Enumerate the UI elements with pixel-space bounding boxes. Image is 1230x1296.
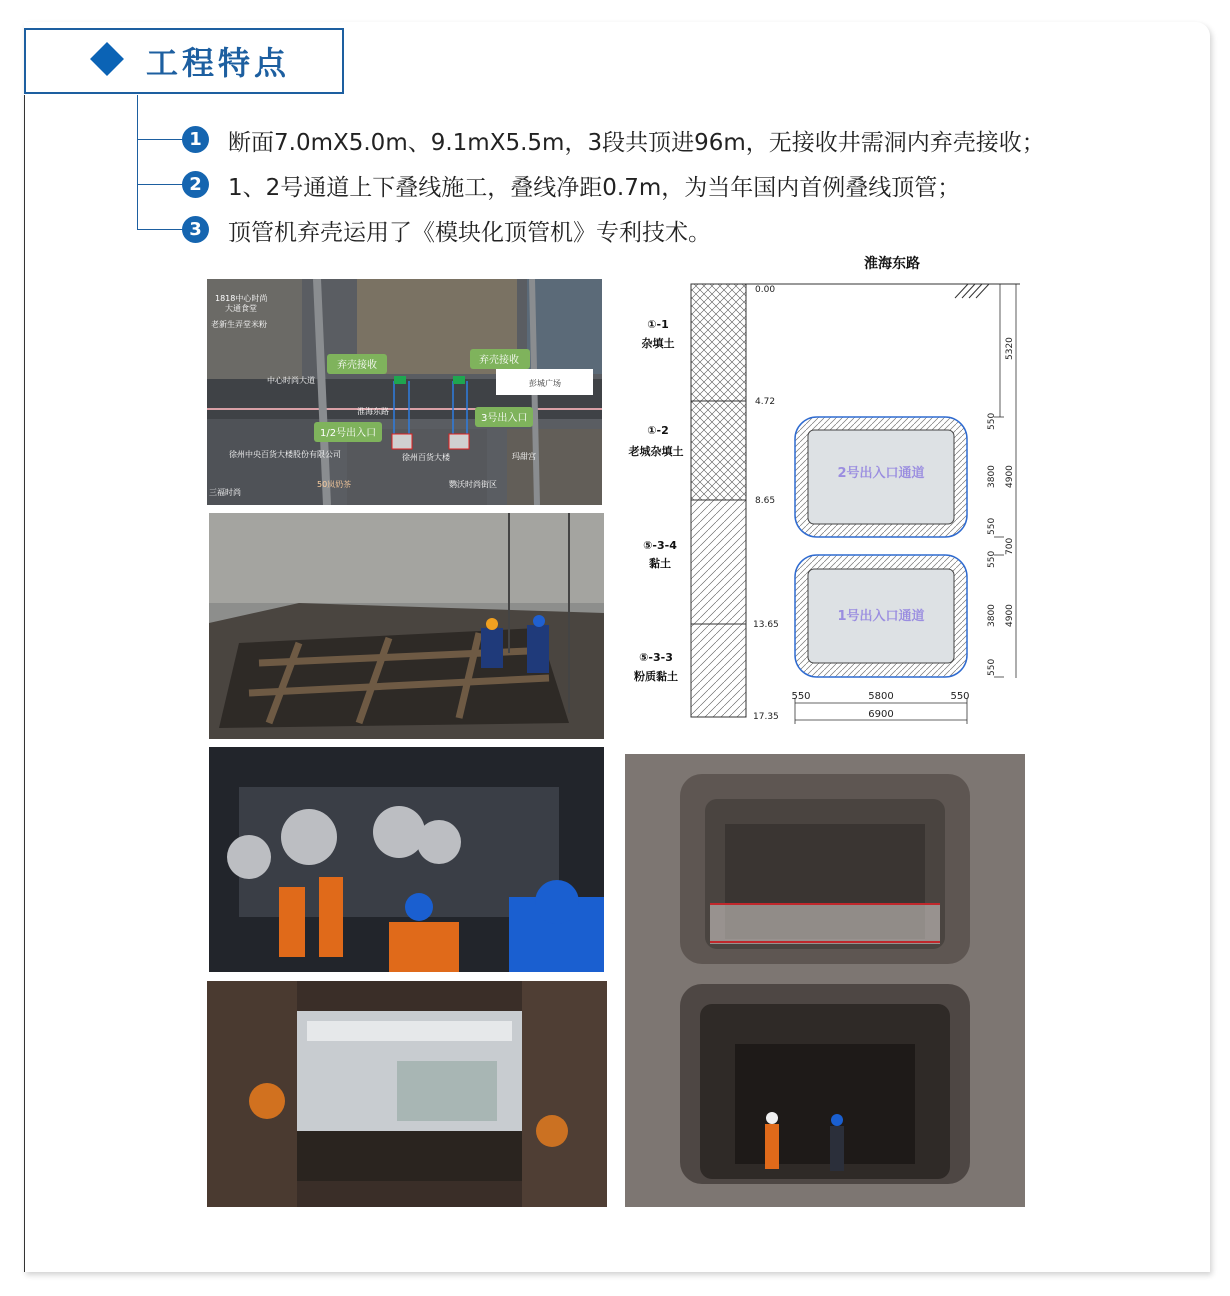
stacked-tunnels-photo bbox=[625, 754, 1025, 1207]
soil-code-4: ⑤-3-3 bbox=[639, 651, 673, 664]
dim-550-c: 550 bbox=[987, 550, 997, 568]
feature-text-3: 顶管机弃壳运用了《模块化顶管机》专利技术。 bbox=[228, 220, 711, 246]
depth-4: 13.65 bbox=[753, 620, 779, 630]
dim-bottom-5800: 5800 bbox=[868, 691, 894, 702]
map-label-shop3: 老新生弄堂米粉 bbox=[211, 320, 267, 329]
dim-4900-a: 4900 bbox=[1005, 465, 1015, 488]
section-title: 工程特点 bbox=[146, 44, 291, 82]
depth-5: 17.35 bbox=[753, 712, 779, 722]
left-border-line bbox=[24, 95, 25, 1272]
map-label-shop6: 50岚奶茶 bbox=[317, 480, 352, 489]
dim-550-d: 550 bbox=[987, 658, 997, 676]
map-label-shell-1: 弃壳接收 bbox=[337, 360, 377, 371]
dim-bottom-550-a: 550 bbox=[791, 691, 811, 702]
aerial-map-photo bbox=[207, 279, 602, 505]
map-label-shop10: 玛甜宫 bbox=[512, 452, 536, 461]
shaft-workers-photo bbox=[209, 513, 604, 739]
tree-vertical-line bbox=[137, 95, 138, 230]
soil-name-3: 黏土 bbox=[649, 557, 671, 570]
dim-4900-b: 4900 bbox=[1005, 604, 1015, 627]
map-label-shop8: 徐州百货大楼 bbox=[402, 453, 450, 462]
map-label-road: 淮海东路 bbox=[357, 407, 389, 416]
soil-code-1: ①-1 bbox=[647, 318, 669, 331]
dim-550-b: 550 bbox=[987, 517, 997, 535]
soil-name-2: 老城杂填土 bbox=[628, 445, 684, 458]
layer-2-fill bbox=[691, 401, 746, 500]
layer-1-fill bbox=[691, 284, 746, 401]
content-card bbox=[24, 22, 1210, 1272]
soil-name-4: 粉质黏土 bbox=[634, 670, 678, 683]
cross-section-diagram bbox=[620, 250, 1030, 730]
tree-branch-3 bbox=[137, 229, 187, 230]
depth-2: 4.72 bbox=[755, 397, 776, 407]
machine-assembly-photo bbox=[209, 747, 604, 972]
dim-700: 700 bbox=[1005, 537, 1015, 555]
map-label-pengcheng: 彭城广场 bbox=[529, 379, 561, 388]
dim-3800-a: 3800 bbox=[987, 465, 997, 488]
tree-branch-2 bbox=[137, 184, 187, 185]
soil-code-2: ①-2 bbox=[647, 424, 669, 437]
map-label-exit12: 1/2号出入口 bbox=[320, 428, 377, 439]
map-label-shop4: 中心时尚大道 bbox=[267, 376, 315, 385]
map-label-shop1: 1818中心时尚 bbox=[215, 294, 268, 303]
feature-text-1: 断面7.0mX5.0m、9.1mX5.5m，3段共顶进96m，无接收井需洞内弃壳接收； bbox=[228, 130, 1045, 156]
layer-3-fill bbox=[691, 500, 746, 624]
dim-550-a: 550 bbox=[987, 412, 997, 430]
tree-branch-1 bbox=[137, 139, 187, 140]
diagram-road-label: 淮海东路 bbox=[864, 256, 920, 272]
soil-name-1: 杂填土 bbox=[641, 337, 675, 350]
dim-bottom-6900: 6900 bbox=[868, 709, 894, 720]
dim-bottom-550-b: 550 bbox=[950, 691, 970, 702]
map-label-shell-2: 弃壳接收 bbox=[479, 355, 519, 366]
map-label-exit3: 3号出入口 bbox=[481, 413, 528, 424]
feature-number-3: 3 bbox=[182, 216, 209, 243]
map-label-shop2: 大通食堂 bbox=[225, 304, 257, 313]
feature-number-2: 2 bbox=[182, 171, 209, 198]
channel-2-label: 2号出入口通道 bbox=[837, 466, 925, 481]
depth-1: 0.00 bbox=[755, 285, 776, 295]
layer-4-fill bbox=[691, 624, 746, 717]
depth-3: 8.65 bbox=[755, 496, 776, 506]
map-label-shop7: 三福时尚 bbox=[209, 488, 241, 497]
dim-3800-b: 3800 bbox=[987, 604, 997, 627]
feature-number-1: 1 bbox=[182, 126, 209, 153]
channel-1-label: 1号出入口通道 bbox=[837, 609, 925, 624]
soil-code-3: ⑤-3-4 bbox=[643, 539, 677, 552]
dim-5320: 5320 bbox=[1005, 337, 1015, 360]
map-label-shop9: 鹦沃时尚街区 bbox=[449, 480, 497, 489]
map-label-shop5: 徐州中央百货大楼股份有限公司 bbox=[229, 450, 341, 459]
feature-text-2: 1、2号通道上下叠线施工，叠线净距0.7m，为当年国内首例叠线顶管； bbox=[228, 175, 961, 201]
shell-interior-photo bbox=[207, 981, 607, 1207]
